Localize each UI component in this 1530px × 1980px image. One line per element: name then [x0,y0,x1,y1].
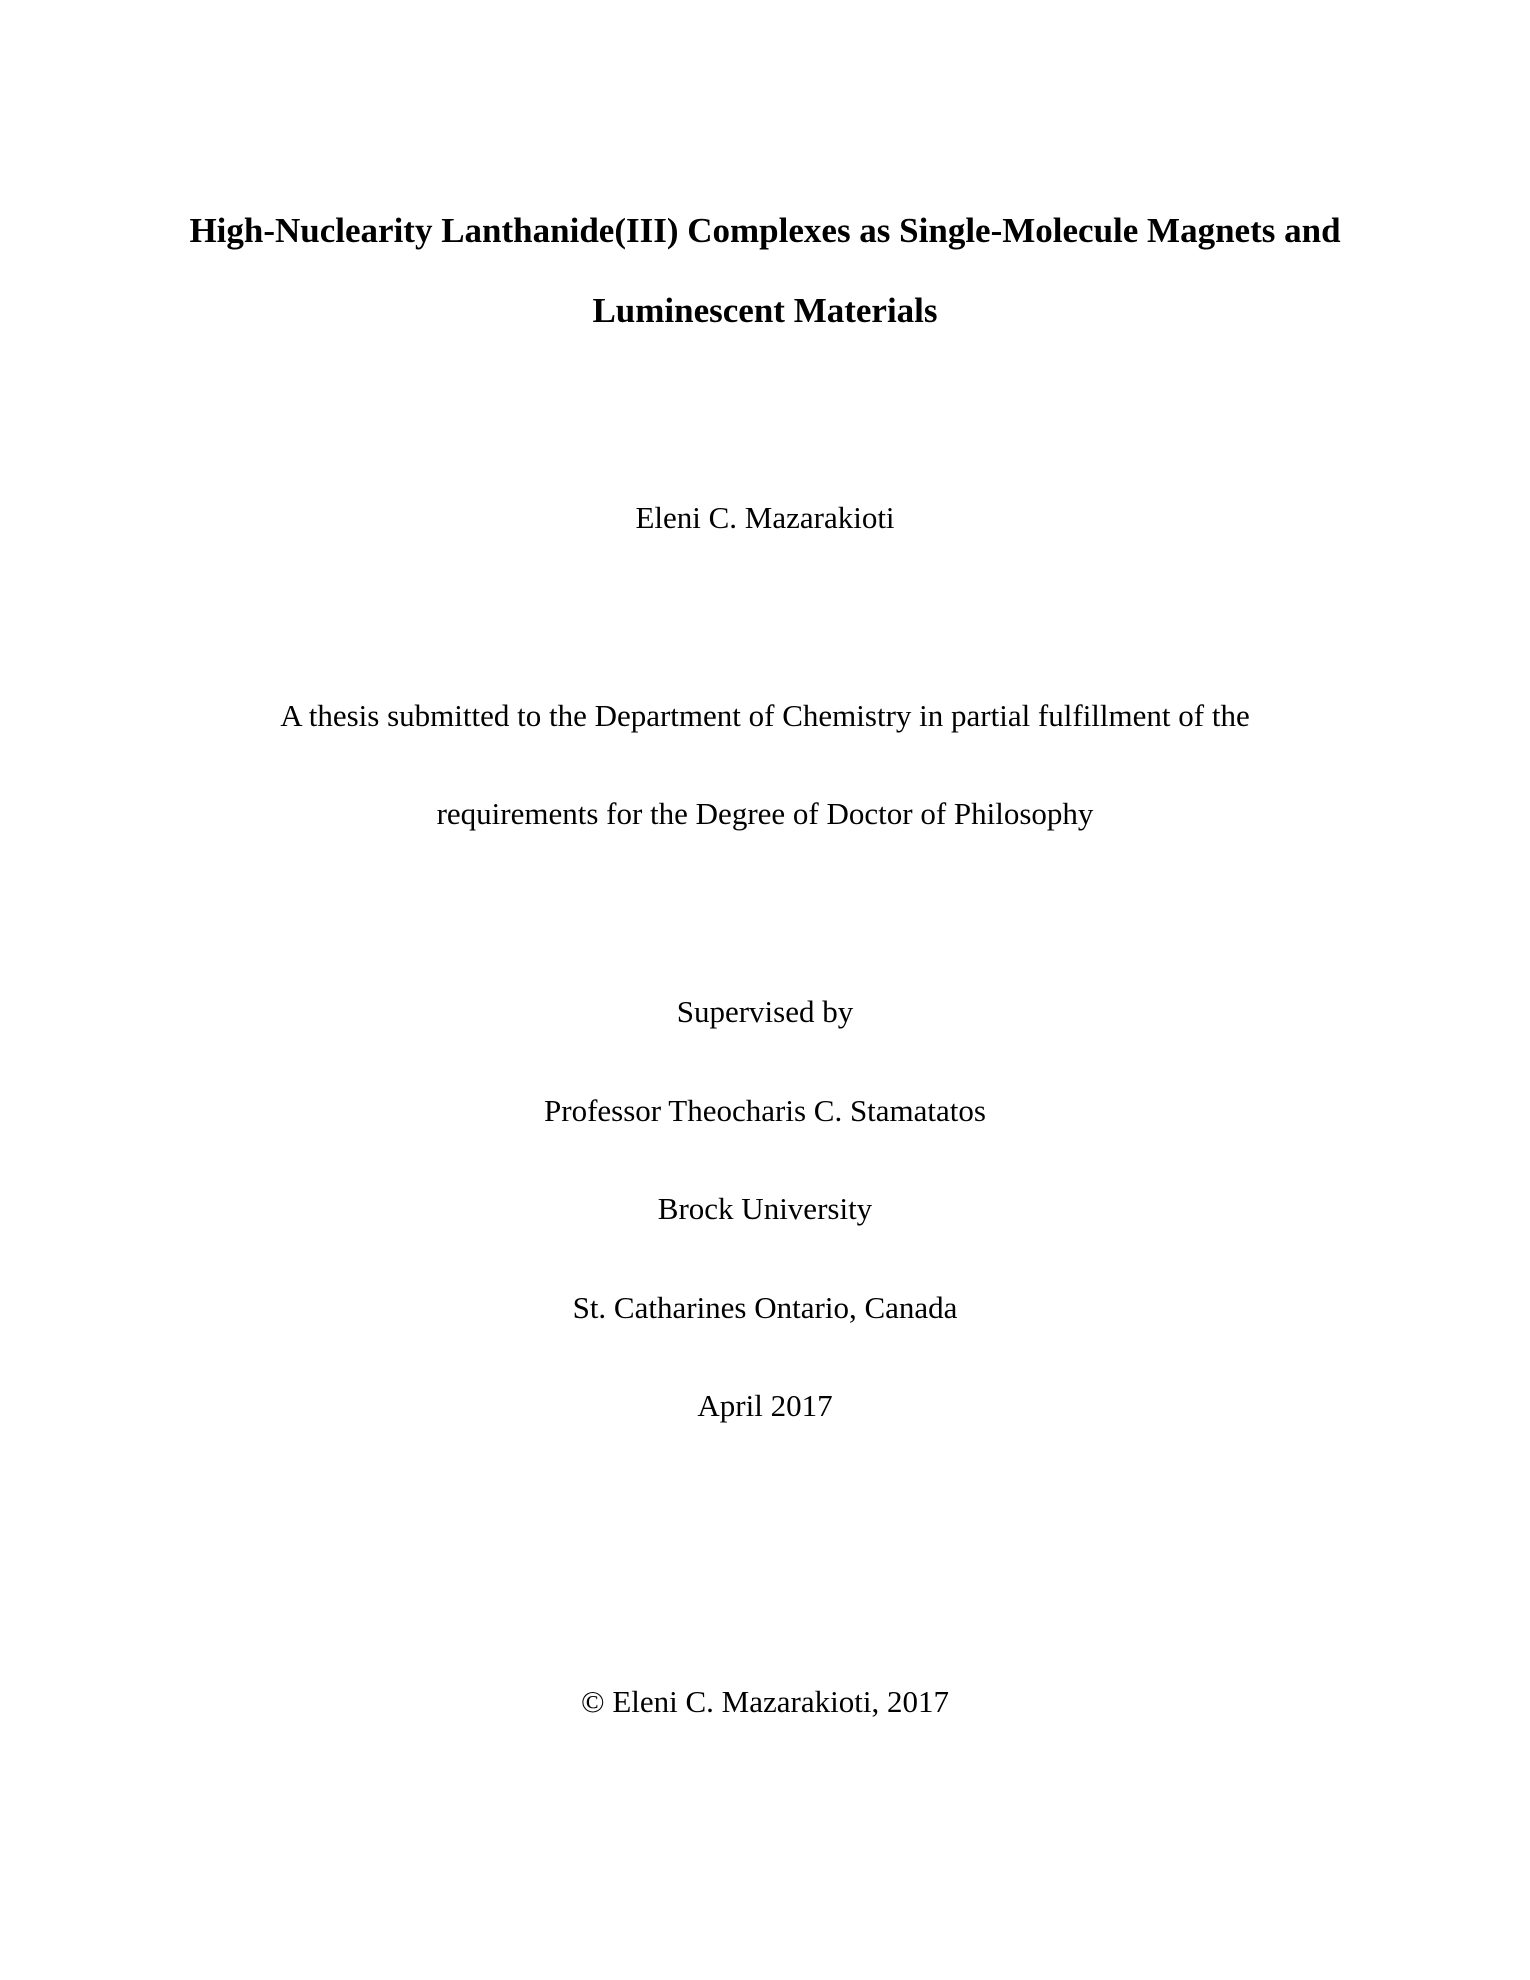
thesis-statement-line-1: A thesis submitted to the Department of Chemistry in partial fulfillment of the [280,698,1250,733]
thesis-title-line-1: High-Nuclearity Lanthanide(III) Complexes as Single-Molecule Magnets and [189,211,1341,250]
thesis-title-line-2: Luminescent Materials [592,291,938,330]
thesis-statement-line-2: requirements for the Degree of Doctor of Philosophy [436,796,1094,831]
copyright-notice: © Eleni C. Mazarakioti, 2017 [581,1684,949,1719]
submission-date: April 2017 [697,1388,833,1423]
supervised-by-label: Supervised by [676,994,854,1029]
university-location: St. Catharines Ontario, Canada [572,1290,958,1325]
author-name: Eleni C. Mazarakioti [635,500,895,535]
supervisor-name: Professor Theocharis C. Stamatatos [544,1093,986,1128]
university-name: Brock University [657,1191,873,1226]
